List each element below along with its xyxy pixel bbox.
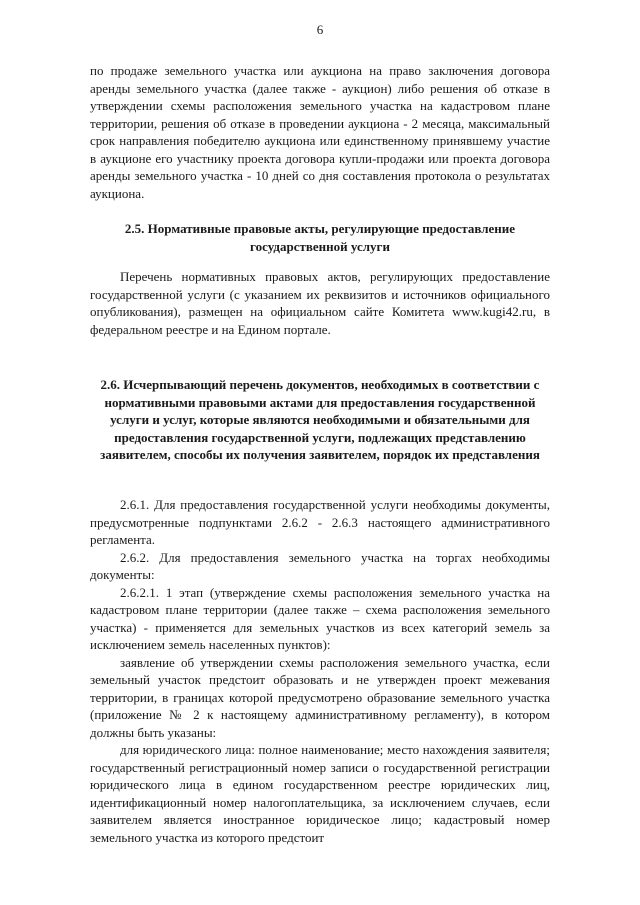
paragraph-2-6-1: 2.6.1. Для предоставления государственной услуги необходимы документы, предусмотренные подпунктами 2.6.2 - 2.6.3 настоящего административного регламента. (90, 497, 550, 547)
section-2-6-heading: 2.6. Исчерпывающий перечень документов, необходимых в соответствии с нормативными правовыми актами для предоставления государственной услуги и услуг, которые являются необходимыми и обязательными для предоставления государственной услуги, подлежащих представлению заявителем, способы их получения заявителем, порядок их представления (100, 377, 540, 462)
intro-block (90, 62, 550, 202)
section-2-6-block (90, 496, 550, 846)
page-number: 6 (316, 22, 324, 37)
paragraph-2-6-2: 2.6.2. Для предоставления земельного участка на торгах необходимы документы: (90, 549, 550, 582)
section-2-5-heading: 2.5. Нормативные правовые акты, регулирующие предоставление государственной услуги (124, 221, 516, 254)
section-2-5-paragraph: Перечень нормативных правовых актов, регулирующих предоставление государственной услуги (с указанием их реквизитов и источников официального опубликования), размещен на официальном сайте Комитета www.kugi42.ru, в федеральном реестре и на Едином портале. (90, 269, 550, 337)
paragraph-legal-entity: для юридического лица: полное наименование; место нахождения заявителя; государственный регистрационный номер записи о государственной регистрации юридического лица в едином государственном реестре юридических лиц, идентификационный номер налогоплательщика, за исключением случаев, если заявителем является иностранное юридическое лицо; кадастровый номер земельного участка из которого предстоит (90, 742, 550, 845)
section-2-5-block (90, 268, 550, 338)
paragraph-application: заявление об утверждении схемы расположения земельного участка, если земельный участок предстоит образовать и не утвержден проект межевания территории, в границах которой предусмотрено образование земельного участка (приложение № 2 к настоящему административному регламенту), в котором должны быть указаны: (90, 654, 550, 740)
intro-paragraph: по продаже земельного участка или аукциона на право заключения договора аренды земельного участка (далее также - аукцион) либо решения об отказе в утверждении схемы расположения земельного участка на кадастровом плане территории, решения об отказе в проведении аукциона - 2 месяца, максимальный срок направления победителю аукциона или единственному принявшему участие в аукционе его участнику проекта договора купли-продажи или проекта договора аренды земельного участка - 10 дней со дня составления протокола о результатах аукциона. (90, 63, 550, 201)
paragraph-2-6-2-1: 2.6.2.1. 1 этап (утверждение схемы расположения земельного участка на кадастровом плане территории (далее также – схема расположения земельного участка) - применяется для земельных участков из всех категорий земель за исключением земель населенных пунктов): (90, 584, 550, 652)
